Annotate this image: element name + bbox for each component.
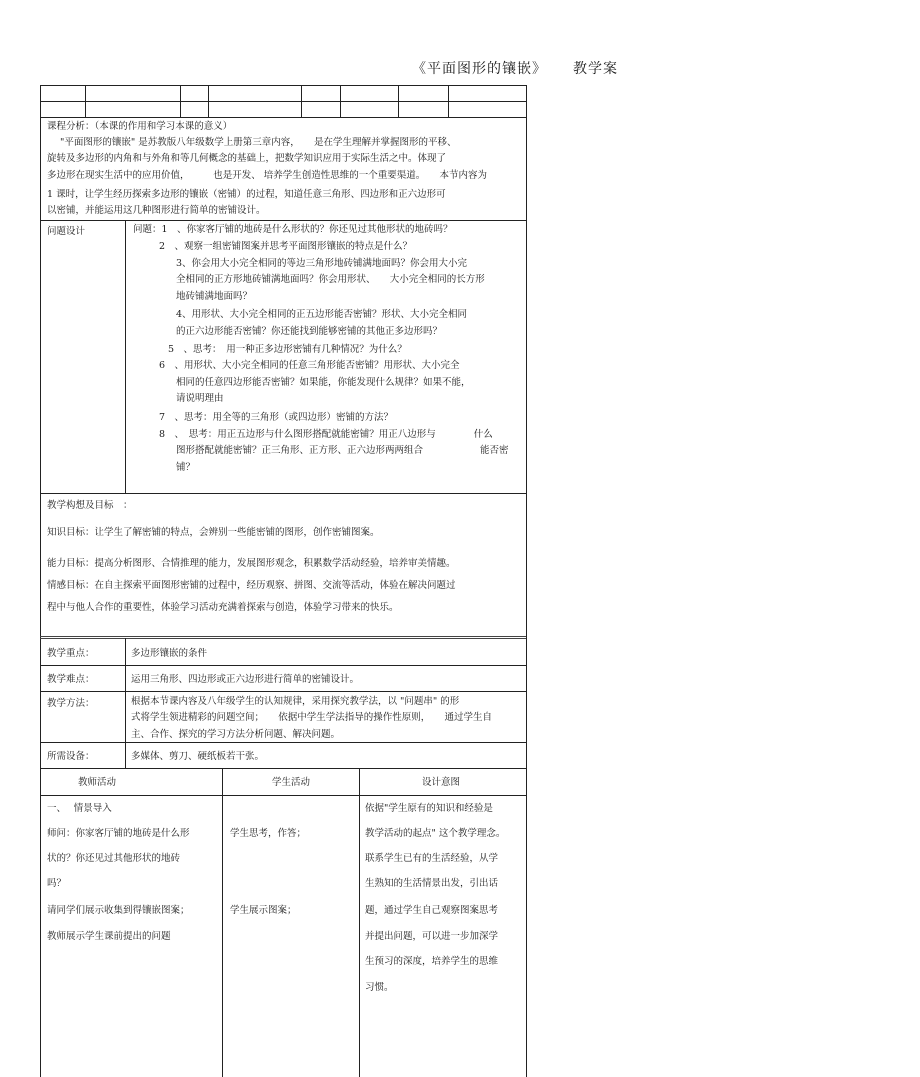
method-label: 教学方法： — [47, 698, 95, 709]
question-line: 3、你会用大小完全相同的等边三角形地砖铺满地面吗？你会用大小完 — [176, 258, 468, 269]
teacher-line: 状的？你还见过其他形状的地砖 — [47, 853, 181, 864]
question-line: 铺？ — [176, 462, 196, 473]
focus-value: 多边形镶嵌的条件 — [131, 648, 208, 659]
method-line: 式将学生领进精彩的问题空间； 依据中学生学法指导的操作性原则， 通过学生自 — [131, 712, 493, 723]
teacher-line: 吗？ — [47, 878, 67, 889]
page-title — [412, 58, 644, 78]
intent-line: 题，通过学生自己观察图案思考 — [365, 905, 499, 916]
question-line: 4、用形状、大小完全相同的正五边形能否密铺？形状、大小完全相同 — [176, 309, 468, 320]
intent-line: 生预习的深度，培养学生的思维 — [365, 956, 499, 967]
question-line: 地砖铺满地面吗？ — [176, 291, 253, 302]
intent-line: 并提出问题，可以进一步加深学 — [365, 931, 499, 942]
goal-ability: 能力目标：提高分析图形、合情推理的能力，发展图形观念，积累数学活动经验，培养审美情趣。 — [47, 558, 456, 569]
question-line: 问题：1 、你家客厅铺的地砖是什么形状的？你还见过其他形状的地砖吗？ — [133, 224, 453, 235]
student-activity-header: 学生活动 — [272, 777, 311, 788]
goals-heading: 教学构想及目标 ： — [47, 500, 133, 511]
questions-label: 问题设计 — [47, 226, 86, 237]
difficulty-label: 教学难点： — [47, 674, 95, 685]
goal-emotion: 情感目标：在自主探索平面图形密铺的过程中，经历观察、拼图、交流等活动，体验在解决问题过 — [47, 580, 456, 591]
goal-emotion-cont: 程中与他人合作的重要性，体验学习活动充满着探索与创造，体验学习带来的快乐。 — [47, 602, 399, 613]
equipment-label: 所需设备： — [47, 751, 95, 762]
focus-label: 教学重点： — [47, 648, 95, 659]
teacher-line: 师问：你家客厅铺的地砖是什么形 — [47, 828, 190, 839]
difficulty-value: 运用三角形、四边形或正六边形进行简单的密铺设计。 — [131, 674, 360, 685]
design-intent-header: 设计意图 — [422, 777, 461, 788]
question-line: 2 、观察一组密铺图案并思考平面图形镶嵌的特点是什么？ — [159, 241, 413, 252]
intent-line: 联系学生已有的生活经验，从学 — [365, 853, 499, 864]
equipment-value: 多媒体、剪刀、硬纸板若干张。 — [131, 751, 265, 762]
question-line: 6 、用形状、大小完全相同的任意三角形能否密铺？用形状、大小完全 — [159, 360, 460, 371]
analysis-line: 1 课时，让学生经历探索多边形的镶嵌（密铺）的过程，知道任意三角形、四边形和正六边形可 — [47, 189, 446, 200]
intent-line: 依据"学生原有的知识和经验是 — [365, 803, 493, 814]
analysis-heading: 课程分析：（本课的作用和学习本课的意义） — [47, 121, 233, 132]
question-line: 相同的任意四边形能否密铺？如果能，你能发现什么规律？如果不能， — [176, 377, 471, 388]
question-line: 7 、思考：用全等的三角形（或四边形）密铺的方法？ — [159, 412, 394, 423]
question-line: 图形搭配就能密铺？正三角形、正方形、正六边形两两组合 能否密 — [176, 445, 509, 456]
question-line: 8 、 思考：用正五边形与什么图形搭配就能密铺？用正八边形与 什么 — [159, 429, 493, 440]
teacher-line: 教师展示学生课前提出的问题 — [47, 931, 171, 942]
title-suffix: 教学案 — [573, 61, 618, 77]
question-line: 5 、思考： 用一种正多边形密铺有几种情况？为什么？ — [168, 344, 407, 355]
teacher-line: 一、 情景导入 — [47, 803, 112, 814]
intent-line: 习惯。 — [365, 982, 394, 993]
analysis-line: 旋转及多边形的内角和与外角和等几何概念的基础上，把数学知识应用于实际生活之中。体现了 — [47, 153, 447, 164]
method-line: 根据本节课内容及八年级学生的认知规律，采用探究教学法，以 "问题串" 的形 — [131, 696, 460, 707]
intent-line: 生熟知的生活情景出发，引出话 — [365, 878, 499, 889]
analysis-line: "平面图形的镶嵌" 是苏教版八年级数学上册第三章内容， 是在学生理解并掌握图形的平移、 — [60, 137, 457, 148]
teacher-line: 请同学们展示收集到得镶嵌图案； — [47, 905, 190, 916]
analysis-line: 多边形在现实生活中的应用价值， 也是开发、 培养学生创造性思维的一个重要渠道。 本节内容为 — [47, 170, 488, 181]
intent-line: 教学活动的起点" 这个教学理念。 — [365, 828, 506, 839]
question-line: 的正六边形能否密铺？你还能找到能够密铺的其他正多边形吗？ — [176, 326, 443, 337]
goal-knowledge: 知识目标：让学生了解密铺的特点，会辨别一些能密铺的图形，创作密铺图案。 — [47, 527, 380, 538]
question-line: 全相同的正方形地砖铺满地面吗？你会用形状、 大小完全相同的长方形 — [176, 274, 485, 285]
title-text: 《平面图形的镶嵌》 — [412, 61, 547, 77]
student-display: 学生展示图案； — [230, 905, 297, 916]
question-line: 请说明理由 — [176, 393, 224, 404]
method-line: 主、合作、探究的学习方法分析问题、解决问题。 — [131, 729, 341, 740]
student-response: 学生思考，作答； — [230, 828, 307, 839]
analysis-line: 以密铺，并能运用这几种图形进行简单的密铺设计。 — [47, 205, 266, 216]
teacher-activity-header: 教师活动 — [78, 777, 117, 788]
